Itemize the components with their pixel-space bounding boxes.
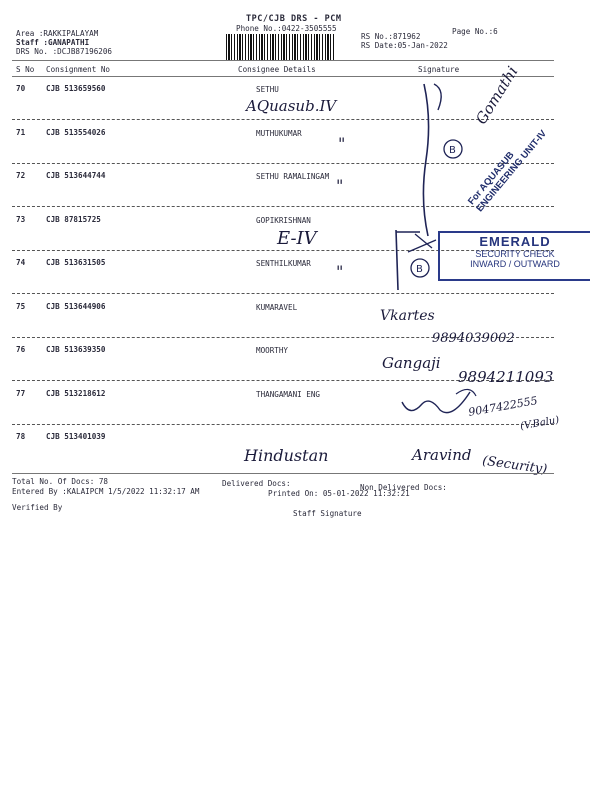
document-title: TPC/CJB DRS - PCM: [246, 14, 342, 24]
non-delivered-docs: Non Delivered Docs:: [360, 483, 447, 492]
row-sno: 70: [16, 84, 26, 93]
row-consignee: THANGAMANI ENG: [256, 390, 321, 399]
row-sno: 78: [16, 432, 26, 441]
handwriting-side-name: Gomathi: [472, 63, 522, 128]
handwriting-r78-company: Hindustan: [244, 446, 329, 465]
ditto-mark-r74: ": [336, 262, 344, 281]
column-signature: Signature: [418, 65, 460, 74]
svg-text:B: B: [449, 145, 456, 156]
column-consignment: Consignment No: [46, 65, 111, 74]
row-sno: 76: [16, 345, 26, 354]
svg-text:B: B: [416, 264, 423, 275]
handwriting-r76-name: Gangaji: [382, 354, 441, 372]
row-consignee: SETHU RAMALINGAM: [256, 172, 330, 181]
row-consignment-no: CJB 513631505: [46, 258, 106, 267]
ditto-mark-r72: ": [336, 176, 344, 195]
staff-signature: Staff Signature: [293, 509, 362, 518]
row-sno: 71: [16, 128, 26, 137]
drs-number: DRS No. :DCJB87196206: [16, 47, 113, 56]
row-consignee: SENTHILKUMAR: [256, 259, 311, 268]
handwriting-r73: E-IV: [277, 228, 317, 249]
row-consignment-no: CJB 513554026: [46, 128, 106, 137]
row-consignment-no: CJB 513639350: [46, 345, 106, 354]
column-consignee: Consignee Details: [238, 65, 316, 74]
emerald-security-stamp: [438, 231, 590, 281]
row-consignee: MOORTHY: [256, 346, 289, 355]
row-consignment-no: CJB 513659560: [46, 84, 106, 93]
row-consignment-no: CJB 87815725: [46, 215, 101, 224]
row-consignment-no: CJB 513644906: [46, 302, 106, 311]
emerald-title: EMERALD: [479, 234, 551, 249]
total-docs: Total No. Of Docs: 78: [12, 477, 109, 486]
rs-number: RS No.:871962: [361, 32, 421, 41]
page-number: Page No.:6: [452, 27, 498, 36]
area-label: Area :RAKKIPALAYAM: [16, 29, 99, 38]
emerald-line2: INWARD / OUTWARD: [470, 259, 560, 269]
row-consignment-no: CJB 513218612: [46, 389, 106, 398]
row-consignment-no: CJB 513401039: [46, 432, 106, 441]
entered-by: Entered By :KALAIPCM 1/5/2022 11:32:17 AM: [12, 487, 200, 496]
row-sno: 74: [16, 258, 26, 267]
printed-on: Printed On: 05-01-2022 11:32:21: [268, 489, 410, 498]
staff-label: Staff :GANAPATHI: [16, 38, 90, 47]
ditto-mark-r71: ": [338, 134, 346, 153]
row-sno: 75: [16, 302, 26, 311]
handwriting-r77-note: (V.Balu): [519, 414, 561, 433]
row-consignee: MUTHUKUMAR: [256, 129, 302, 138]
row-consignee: KUMARAVEL: [256, 303, 298, 312]
verified-by: Verified By: [12, 503, 63, 512]
row-sno: 77: [16, 389, 26, 398]
handwriting-r77-phone: 9047422555: [467, 394, 539, 419]
aquasub-stamp: For AQUASUB ENGINEERING UNIT-IV: [466, 128, 550, 215]
handwriting-r78-name: Aravind: [412, 446, 472, 464]
handwriting-r78-note: (Security): [481, 453, 549, 478]
handwriting-r75-name: Vkartes: [380, 308, 435, 324]
row-sno: 72: [16, 171, 26, 180]
rs-date: RS Date:05-Jan-2022: [361, 41, 448, 50]
column-sno: S No: [16, 65, 35, 74]
row-consignee: SETHU: [256, 85, 279, 94]
row-sno: 73: [16, 215, 26, 224]
handwriting-r75-phone: 9894039002: [432, 331, 515, 346]
row-consignee: GOPIKRISHNAN: [256, 216, 311, 225]
phone-number: Phone No.:0422-3505555: [236, 24, 337, 33]
footer-divider: [12, 473, 554, 474]
handwriting-r76-phone: 9894211093: [458, 368, 554, 386]
handwriting-r70: AQuasub.IV: [246, 97, 337, 115]
row-consignment-no: CJB 513644744: [46, 171, 106, 180]
delivered-docs: Delivered Docs:: [222, 479, 291, 488]
emerald-line1: SECURITY CHECK: [475, 249, 555, 259]
